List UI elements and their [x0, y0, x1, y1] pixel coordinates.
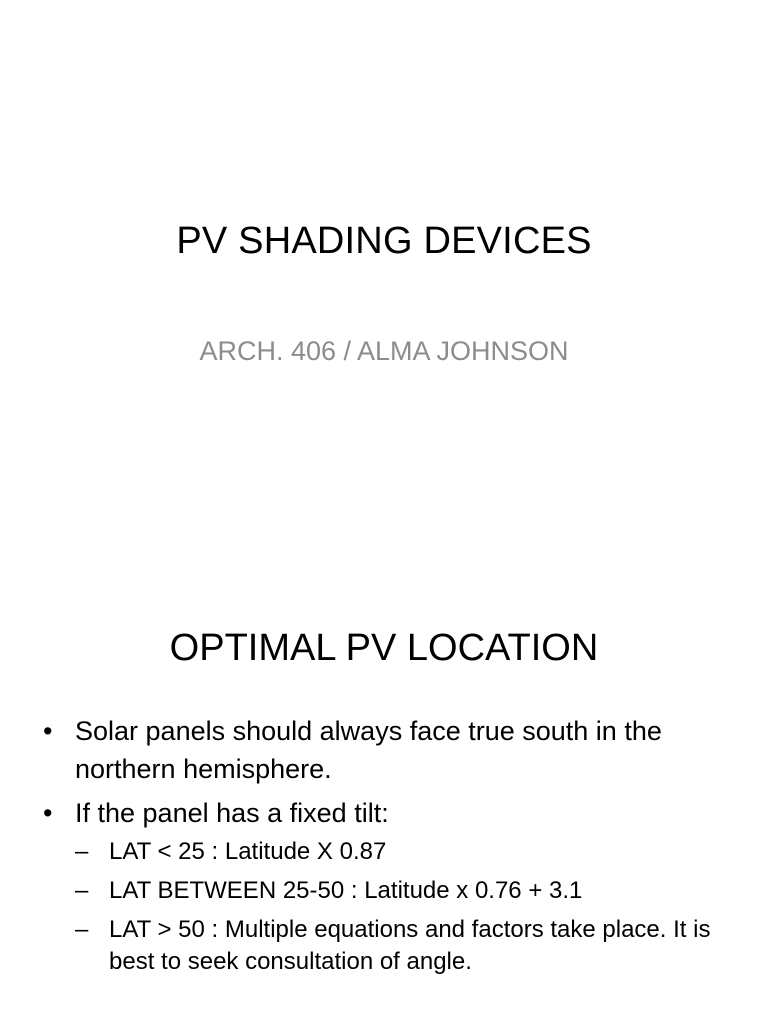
bullet-marker: •	[43, 798, 53, 828]
sub-bullet-marker: –	[75, 916, 89, 943]
sub-bullet-text: LAT < 25 : Latitude X 0.87	[109, 838, 387, 865]
bullet-item	[40, 794, 740, 978]
sub-bullet-text: LAT BETWEEN 25-50 : Latitude x 0.76 + 3.1	[109, 877, 583, 904]
slide-title: OPTIMAL PV LOCATION	[169, 627, 599, 669]
sub-bullet-marker: –	[75, 838, 89, 865]
bullet-marker: •	[43, 716, 53, 746]
bullet-list	[40, 712, 740, 985]
slide-title: PV SHADING DEVICES	[176, 220, 592, 262]
bullet-text: Solar panels should always face true south in the northern hemisphere.	[75, 716, 662, 784]
sub-bullet-item	[75, 836, 740, 868]
content-slide	[0, 512, 768, 1024]
sub-bullet-list	[75, 836, 740, 978]
bullet-item	[40, 712, 740, 788]
sub-bullet-marker: –	[75, 877, 89, 904]
slide-subtitle: ARCH. 406 / ALMA JOHNSON	[199, 336, 569, 366]
sub-bullet-text: LAT > 50 : Multiple equations and factors take place. It is best to seek consultation of angle.	[109, 916, 711, 975]
sub-bullet-item	[75, 875, 740, 907]
bullet-text: If the panel has a fixed tilt:	[75, 798, 389, 828]
sub-bullet-item	[75, 914, 740, 978]
